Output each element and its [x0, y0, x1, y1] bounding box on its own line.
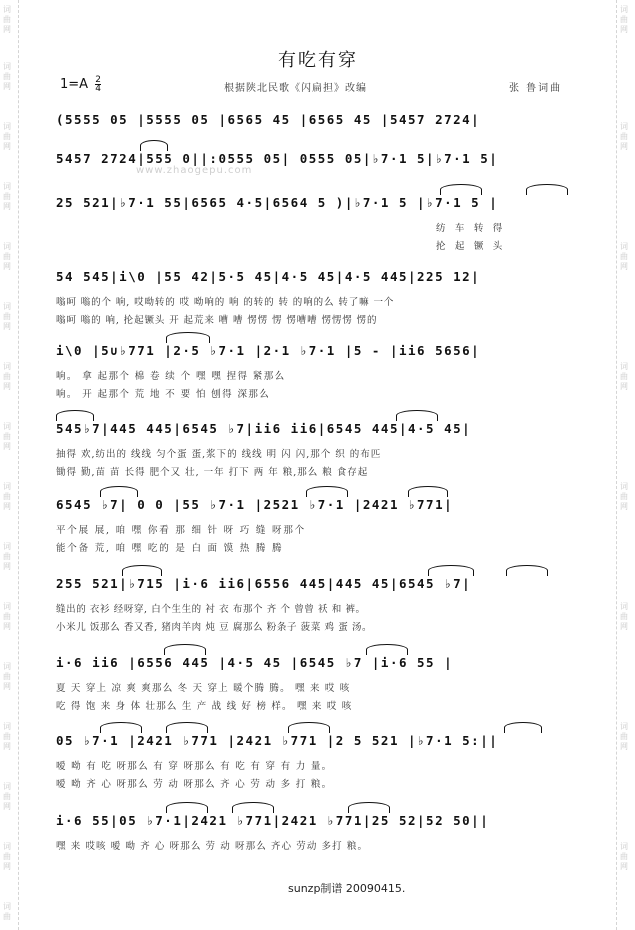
lyric-verse-1: 纺 车 转 得: [436, 223, 506, 234]
notation-line: 5457 2724|555 0||:0555 05| 0555 05|♭7·1 5|♭7·1 5|: [56, 151, 499, 166]
side-mark: 网: [620, 262, 628, 271]
side-mark: 曲: [3, 612, 11, 621]
side-mark: 曲: [3, 72, 11, 81]
side-mark: 词: [3, 542, 11, 551]
side-mark: 网: [3, 682, 11, 691]
lyric-verse-1: 抽得 欢,纺出的 线线 匀个蛋 蛋,浆下的 线线 明 闪 闪,那个 织 的布匹: [56, 449, 382, 460]
side-mark: 曲: [3, 912, 11, 921]
side-mark: 网: [3, 442, 11, 451]
side-mark: 网: [3, 262, 11, 271]
side-mark: 词: [3, 662, 11, 671]
side-mark: 网: [620, 25, 628, 34]
side-mark: 网: [620, 622, 628, 631]
notation-line: (5555 05 |5555 05 |6565 45 |6565 45 |5457 2724|: [56, 112, 481, 127]
side-mark: 曲: [3, 372, 11, 381]
side-mark: 网: [3, 502, 11, 511]
side-mark: 曲: [620, 372, 628, 381]
slur-mark: [526, 184, 568, 195]
side-mark: 词: [3, 722, 11, 731]
side-mark: 曲: [620, 732, 628, 741]
lyric-verse-2: 抡 起 镢 头: [436, 241, 506, 252]
side-mark: 网: [3, 622, 11, 631]
side-mark: 词: [620, 242, 628, 251]
notation-line: i\0 |5∪♭771 |2·5 ♭7·1 |2·1 ♭7·1 |5 - |ii6 5656|: [56, 343, 481, 358]
side-mark: 网: [3, 82, 11, 91]
side-mark: 网: [3, 202, 11, 211]
side-mark: 曲: [620, 612, 628, 621]
side-mark: 词: [3, 5, 11, 14]
notation-line: 54 545|i\0 |55 42|5·5 45|4·5 45|4·5 445|225 12|: [56, 269, 481, 284]
author-credit: 张 鲁词曲: [509, 83, 563, 94]
side-mark: 曲: [620, 852, 628, 861]
side-mark: 网: [620, 862, 628, 871]
notation-line: 545♭7|445 445|6545 ♭7|ii6 ii6|6545 445|4·5 45|: [56, 421, 472, 436]
side-mark: 曲: [3, 15, 11, 24]
side-mark: 网: [3, 382, 11, 391]
notation-line: 255 521|♭715 |i·6 ii6|6556 445|445 45|6545 ♭7|: [56, 576, 472, 591]
notation-line: i·6 55|05 ♭7·1|2421 ♭771|2421 ♭771|25 52|52 50||: [56, 813, 490, 828]
side-mark: 网: [620, 142, 628, 151]
slur-mark: [506, 565, 548, 576]
score-sheet: [26, 0, 610, 930]
side-mark: 网: [3, 142, 11, 151]
side-mark: 曲: [3, 732, 11, 741]
side-mark: 词: [620, 842, 628, 851]
side-mark: 词: [3, 62, 11, 71]
side-mark: 词: [3, 902, 11, 911]
lyric-verse-2: 吃 得 饱 来 身 体 壮那么 生 产 战 线 好 榜 样。 嘿 来 哎 咳: [56, 701, 353, 712]
side-mark: 曲: [3, 192, 11, 201]
side-mark: 词: [620, 122, 628, 131]
left-margin-strip: [0, 0, 19, 930]
side-mark: 曲: [3, 792, 11, 801]
lyric-verse-1: 响。 拿 起那个 棉 卷 续 个 嘿 嘿 捏得 紧那么: [56, 371, 286, 382]
lyric-verse-1: 缝出的 衣衫 经呀穿, 白个生生的 衬 衣 布那个 齐 个 曾曾 袄 和 裤。: [56, 604, 366, 615]
lyric-verse-2: 响。 开 起那个 荒 地 不 要 怕 刨得 深那么: [56, 389, 271, 400]
lyric-verse-1: 嗳 呦 有 吃 呀那么 有 穿 呀那么 有 吃 有 穿 有 力 量。: [56, 761, 333, 772]
side-mark: 词: [3, 122, 11, 131]
notation-line: i·6 ii6 |6556 445 |4·5 45 |6545 ♭7 |i·6 55 |: [56, 655, 454, 670]
side-mark: 词: [3, 782, 11, 791]
side-mark: 词: [3, 302, 11, 311]
side-mark: 词: [3, 482, 11, 491]
time-denominator: 4: [95, 84, 101, 94]
lyric-verse-2: 能个备 荒, 咱 嘿 吃的 是 白 面 馍 热 腾 腾: [56, 543, 284, 554]
lyric-verse-2: 嗡呵 嗡的 响, 抡起镢头 开 起荒来 嘈 嘈 愣愣 愣 愣嘈嘈 愣愣愣 愣的: [56, 315, 378, 326]
side-mark: 网: [3, 862, 11, 871]
side-mark: 曲: [3, 432, 11, 441]
side-mark: 词: [3, 362, 11, 371]
side-mark: 网: [620, 742, 628, 751]
slur-mark: [504, 722, 542, 733]
side-mark: 曲: [620, 15, 628, 24]
footer-credit: sunzp制谱 20090415.: [288, 882, 406, 895]
side-mark: 网: [620, 382, 628, 391]
side-mark: 曲: [620, 252, 628, 261]
side-mark: 词: [3, 422, 11, 431]
side-mark: 曲: [3, 552, 11, 561]
side-mark: 网: [3, 802, 11, 811]
side-mark: 曲: [3, 312, 11, 321]
lyric-verse-1: 平个展 展, 咱 嘿 你看 那 细 针 呀 巧 缝 呀那个: [56, 525, 306, 536]
side-mark: 网: [3, 25, 11, 34]
side-mark: 网: [3, 322, 11, 331]
side-mark: 词: [3, 182, 11, 191]
lyric-verse-1: 嗡呵 嗡的个 响, 哎呦转的 哎 呦响的 响 的转的 转 的响的么 转了嘛 一个: [56, 297, 395, 308]
watermark-url: www.zhaogepu.com: [136, 165, 253, 176]
lyric-verse-1: 夏 天 穿上 凉 爽 爽那么 冬 天 穿上 暖个腾 腾。 嘿 来 哎 咳: [56, 683, 351, 694]
side-mark: 词: [620, 5, 628, 14]
side-mark: 词: [3, 602, 11, 611]
notation-line: 05 ♭7·1 |2421 ♭771 |2421 ♭771 |2 5 521 |♭7·1 5:||: [56, 733, 499, 748]
time-numerator: 2: [95, 75, 101, 85]
lyric-verse-2: 嗳 呦 齐 心 呀那么 劳 动 呀那么 齐 心 劳 动 多 打 粮。: [56, 779, 333, 790]
lyric-verse-1: 嘿 来 哎咳 嗳 呦 齐 心 呀那么 劳 动 呀那么 齐心 劳动 多打 粮。: [56, 841, 369, 852]
side-mark: 词: [3, 842, 11, 851]
key-signature: [60, 76, 101, 93]
side-mark: 曲: [3, 852, 11, 861]
notation-line: 25 521|♭7·1 55|6565 4·5|6564 5 )|♭7·1 5 |♭7·1 5 |: [56, 195, 499, 210]
notation-line: 6545 ♭7| 0 0 |55 ♭7·1 |2521 ♭7·1 |2421 ♭771|: [56, 497, 454, 512]
lyric-verse-2: 小米儿 饭那么 香又香, 猪肉羊肉 炖 豆 腐那么 粉条子 菠菜 鸡 蛋 汤。: [56, 622, 373, 633]
right-margin-strip: [616, 0, 635, 930]
side-mark: 词: [620, 482, 628, 491]
side-mark: 网: [3, 562, 11, 571]
time-signature: [95, 76, 101, 93]
side-mark: 曲: [3, 132, 11, 141]
side-mark: 曲: [3, 252, 11, 261]
side-mark: 曲: [3, 492, 11, 501]
side-mark: 网: [3, 742, 11, 751]
side-mark: 词: [620, 362, 628, 371]
side-mark: 曲: [620, 132, 628, 141]
key-text: 1=A: [60, 77, 89, 92]
source-note: 根据陕北民歌《闪扁担》改编: [224, 83, 367, 94]
song-title: 有吃有穿: [278, 50, 358, 71]
side-mark: 词: [620, 602, 628, 611]
side-mark: 词: [620, 722, 628, 731]
side-mark: 网: [620, 502, 628, 511]
side-mark: 词: [3, 242, 11, 251]
side-mark: 曲: [620, 492, 628, 501]
side-mark: 曲: [3, 672, 11, 681]
lyric-verse-2: 锄得 勤,苗 苗 长得 肥个又 壮, 一年 打下 两 年 粮,那么 粮 食存起: [56, 467, 369, 478]
